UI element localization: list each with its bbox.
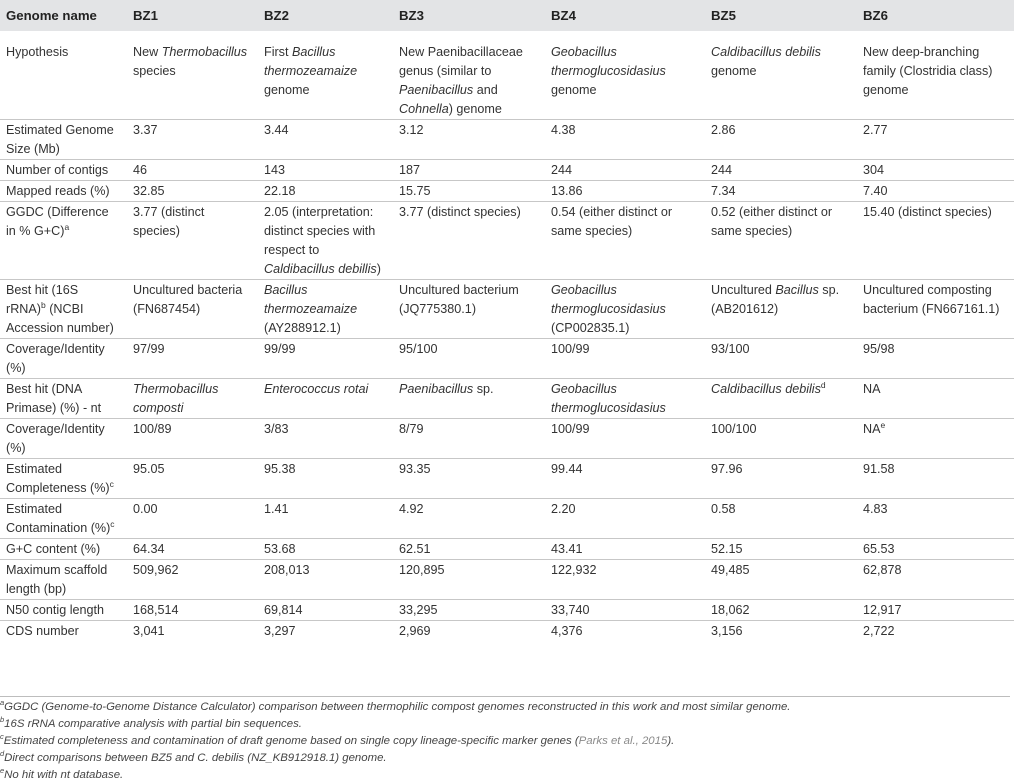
- header-cell-bz3: BZ3: [399, 8, 424, 23]
- table-row: [0, 120, 1014, 160]
- text-run: Caldibacillus debilis: [711, 382, 821, 396]
- table-cell: [393, 202, 545, 280]
- text-run: 93.35: [399, 462, 431, 476]
- table-row: [0, 181, 1014, 202]
- table-cell: [705, 202, 857, 280]
- text-run: ): [376, 262, 381, 276]
- table-cell: [705, 419, 857, 459]
- table-cell: [545, 499, 705, 539]
- text-run: GGDC (Difference in % G+C): [6, 205, 109, 238]
- table-cell: [127, 539, 258, 560]
- header-cell-bz5: BZ5: [711, 8, 736, 23]
- text-run: 99/99: [264, 342, 296, 356]
- text-run: 95/98: [863, 342, 895, 356]
- text-run: 33,740: [551, 603, 590, 617]
- text-run: No hit with nt database.: [4, 769, 124, 781]
- table-cell: [705, 181, 857, 202]
- text-run: 0.54 (either distinct or same species): [551, 205, 673, 238]
- text-run: Bacillus thermozeamaize: [264, 45, 358, 78]
- table-cell: [857, 120, 1014, 160]
- header-cell-bz6: BZ6: [863, 8, 888, 23]
- table-cell: [393, 339, 545, 379]
- text-run: 1.41: [264, 502, 289, 516]
- text-run: Uncultured: [711, 283, 776, 297]
- text-run: sp. (AB201612): [711, 283, 840, 316]
- row-label: [0, 621, 127, 642]
- text-run: 3,041: [133, 624, 165, 638]
- text-run: Estimated Completeness (%): [6, 462, 110, 495]
- table-cell: [258, 280, 393, 339]
- text-run: New Paenibacillaceae genus (similar to: [399, 45, 523, 78]
- text-run: 3,297: [264, 624, 296, 638]
- text-run: CDS number: [6, 624, 79, 638]
- table-cell: [705, 621, 857, 642]
- text-run: Enterococcus rotai: [264, 382, 369, 396]
- text-run: 95.38: [264, 462, 296, 476]
- text-run: Coverage/Identity (%): [6, 422, 105, 455]
- table-cell: [857, 280, 1014, 339]
- text-run: 509,962: [133, 563, 179, 577]
- table-cell: [545, 280, 705, 339]
- table-cell: [127, 202, 258, 280]
- text-run: Best hit (16S rRNA): [6, 283, 79, 316]
- text-run: Thermobacillus composti: [133, 382, 219, 415]
- table-cell: [393, 600, 545, 621]
- text-run: (CP002835.1): [551, 321, 630, 335]
- text-run: 64.34: [133, 542, 165, 556]
- row-label: [0, 379, 127, 419]
- table-cell: [393, 120, 545, 160]
- table-cell: [258, 202, 393, 280]
- text-run: Coverage/Identity (%): [6, 342, 105, 375]
- text-run: Direct comparisons between BZ5 and C. debilis (NZ_KB912918.1) genome.: [4, 752, 387, 764]
- table-cell: [857, 459, 1014, 499]
- text-run: 4.38: [551, 123, 576, 137]
- table-cell: [393, 181, 545, 202]
- text-run: 0.52 (either distinct or same species): [711, 205, 833, 238]
- footnote-marker: d: [820, 379, 826, 390]
- table-cell: [705, 560, 857, 600]
- footnote-marker: a: [0, 698, 5, 708]
- text-run: NA: [863, 422, 881, 436]
- text-run: 91.58: [863, 462, 895, 476]
- text-run: Estimated Genome Size (Mb): [6, 123, 114, 156]
- text-run: 244: [551, 163, 573, 177]
- text-run: 43.41: [551, 542, 583, 556]
- table-cell: [393, 160, 545, 181]
- text-run: Thermobacillus: [161, 45, 248, 59]
- footnote-marker: c: [0, 732, 4, 742]
- text-run: 15.75: [399, 184, 431, 198]
- table-cell: [258, 621, 393, 642]
- text-run: 49,485: [711, 563, 750, 577]
- table-cell: [545, 120, 705, 160]
- table-row: [0, 459, 1014, 499]
- header-cell-bz1: BZ1: [133, 8, 158, 23]
- text-run: 3/83: [264, 422, 289, 436]
- text-run: 93/100: [711, 342, 750, 356]
- text-run: 4,376: [551, 624, 583, 638]
- table-cell: [127, 499, 258, 539]
- row-label: [0, 31, 127, 120]
- footnote: [0, 767, 1010, 784]
- text-run: 32.85: [133, 184, 165, 198]
- row-label: [0, 181, 127, 202]
- table-cell: [127, 600, 258, 621]
- text-run: 3.37: [133, 123, 158, 137]
- text-run: 69,814: [264, 603, 303, 617]
- table-cell: [258, 120, 393, 160]
- text-run: 52.15: [711, 542, 743, 556]
- row-label: [0, 600, 127, 621]
- text-run: 7.34: [711, 184, 736, 198]
- table-cell: [258, 181, 393, 202]
- footnote-marker: e: [880, 419, 886, 430]
- table-row: [0, 31, 1014, 120]
- table-cell: [705, 379, 857, 419]
- table-cell: [393, 499, 545, 539]
- text-run: 62.51: [399, 542, 431, 556]
- table-row: [0, 339, 1014, 379]
- text-run: 3.77 (distinct species): [399, 205, 521, 219]
- table-cell: [705, 499, 857, 539]
- text-run: G+C content (%): [6, 542, 101, 556]
- footnotes: [0, 696, 1010, 784]
- table-cell: [545, 160, 705, 181]
- text-run: 100/99: [551, 342, 590, 356]
- table-cell: [857, 379, 1014, 419]
- table-cell: [545, 539, 705, 560]
- text-run: 2.20: [551, 502, 576, 516]
- text-run: 304: [863, 163, 885, 177]
- table-cell: [857, 499, 1014, 539]
- text-run: 18,062: [711, 603, 750, 617]
- table-cell: [393, 621, 545, 642]
- text-run: 187: [399, 163, 421, 177]
- text-run: species: [133, 64, 176, 78]
- table-cell: [258, 339, 393, 379]
- row-label: [0, 560, 127, 600]
- text-run: First: [264, 45, 292, 59]
- table-cell: [545, 181, 705, 202]
- header-cell-genome-name: Genome name: [6, 8, 97, 23]
- header-cell-bz2: BZ2: [264, 8, 289, 23]
- text-run: genome: [551, 83, 597, 97]
- table-cell: [393, 459, 545, 499]
- table-cell: [857, 539, 1014, 560]
- table-cell: [705, 600, 857, 621]
- table-cell: [857, 621, 1014, 642]
- footnote: [0, 733, 1010, 750]
- table-row: [0, 419, 1014, 459]
- text-run: NA: [863, 382, 881, 396]
- table-row: [0, 600, 1014, 621]
- text-run: 168,514: [133, 603, 179, 617]
- header-cell-bz4: BZ4: [551, 8, 576, 23]
- text-run: ) genome: [448, 102, 502, 116]
- table-cell: [127, 280, 258, 339]
- text-run: sp.: [473, 382, 494, 396]
- text-run: 0.58: [711, 502, 736, 516]
- text-run: Mapped reads (%): [6, 184, 110, 198]
- table-cell: [127, 339, 258, 379]
- table-cell: [545, 379, 705, 419]
- text-run: 3,156: [711, 624, 743, 638]
- table-cell: [705, 120, 857, 160]
- table-cell: [127, 379, 258, 419]
- text-run: and: [473, 83, 498, 97]
- text-run: 100/89: [133, 422, 172, 436]
- text-run: 7.40: [863, 184, 888, 198]
- table-cell: [705, 539, 857, 560]
- table-cell: [258, 560, 393, 600]
- text-run: Uncultured bacteria (FN687454): [133, 283, 243, 316]
- table-cell: [857, 31, 1014, 120]
- table-row: [0, 499, 1014, 539]
- table-cell: [258, 499, 393, 539]
- table-row: [0, 160, 1014, 181]
- table-cell: [857, 202, 1014, 280]
- footnote: [0, 699, 1010, 716]
- table-cell: [857, 560, 1014, 600]
- text-run: 33,295: [399, 603, 438, 617]
- table-cell: [545, 31, 705, 120]
- table-row: [0, 539, 1014, 560]
- text-run: 100/100: [711, 422, 757, 436]
- text-run: Best hit (DNA Primase) (%) - nt: [6, 382, 102, 415]
- text-run: Geobacillus thermoglucosidasius: [551, 45, 666, 78]
- table-body: [0, 31, 1014, 641]
- table-cell: [258, 459, 393, 499]
- table-cell: [127, 120, 258, 160]
- table-cell: [393, 379, 545, 419]
- text-run: 143: [264, 163, 286, 177]
- table-cell: [258, 600, 393, 621]
- table-cell: [705, 160, 857, 181]
- text-run: 2,969: [399, 624, 431, 638]
- text-run: Geobacillus thermoglucosidasius: [551, 382, 666, 415]
- text-run: ).: [667, 735, 675, 747]
- text-run: Caldibacillus debillis: [264, 262, 377, 276]
- footnote-marker: c: [109, 478, 114, 489]
- table-cell: [857, 600, 1014, 621]
- footnote-marker: a: [64, 221, 70, 232]
- citation-link[interactable]: Parks et al., 2015: [578, 735, 668, 747]
- text-run: 208,013: [264, 563, 310, 577]
- text-run: Uncultured bacterium (JQ775380.1): [399, 283, 519, 316]
- text-run: Paenibacillus: [399, 382, 474, 396]
- text-run: 95/100: [399, 342, 438, 356]
- footnote: [0, 750, 1010, 767]
- text-run: 12,917: [863, 603, 902, 617]
- row-label: [0, 160, 127, 181]
- row-label: [0, 539, 127, 560]
- table-cell: [545, 560, 705, 600]
- table-cell: [127, 419, 258, 459]
- text-run: 62,878: [863, 563, 902, 577]
- table-cell: [857, 181, 1014, 202]
- text-run: New: [133, 45, 162, 59]
- text-run: Number of contigs: [6, 163, 109, 177]
- text-run: Uncultured composting bacterium (FN667161.1): [863, 283, 1000, 316]
- text-run: 2.77: [863, 123, 888, 137]
- footnote-marker: b: [0, 715, 5, 725]
- table-cell: [705, 339, 857, 379]
- text-run: Maximum scaffold length (bp): [6, 563, 108, 596]
- table-cell: [857, 160, 1014, 181]
- text-run: 2.86: [711, 123, 736, 137]
- table-cell: [127, 459, 258, 499]
- table-cell: [258, 160, 393, 181]
- table-cell: [258, 31, 393, 120]
- table-cell: [258, 539, 393, 560]
- text-run: 3.12: [399, 123, 424, 137]
- footnote-marker: c: [110, 518, 115, 529]
- text-run: 95.05: [133, 462, 165, 476]
- text-run: 244: [711, 163, 733, 177]
- footnote-marker: b: [40, 299, 46, 310]
- table-row: [0, 621, 1014, 642]
- footnote: [0, 716, 1010, 733]
- text-run: 120,895: [399, 563, 445, 577]
- table-cell: [393, 31, 545, 120]
- text-run: 97.96: [711, 462, 743, 476]
- table-cell: [393, 560, 545, 600]
- text-run: Estimated Contamination (%): [6, 502, 111, 535]
- text-run: 2,722: [863, 624, 895, 638]
- text-run: 53.68: [264, 542, 296, 556]
- table-row: [0, 379, 1014, 419]
- text-run: genome: [264, 83, 310, 97]
- text-run: (NCBI Accession number): [6, 302, 114, 335]
- text-run: Geobacillus thermoglucosidasius: [551, 283, 666, 316]
- table-cell: [857, 419, 1014, 459]
- table-cell: [545, 339, 705, 379]
- table-cell: [705, 280, 857, 339]
- text-run: 3.44: [264, 123, 289, 137]
- row-label: [0, 202, 127, 280]
- row-label: [0, 280, 127, 339]
- table-header: [0, 0, 1014, 31]
- table-row: [0, 202, 1014, 280]
- table-cell: [705, 459, 857, 499]
- table-cell: [127, 160, 258, 181]
- table-cell: [258, 379, 393, 419]
- table-row: [0, 560, 1014, 600]
- text-run: 8/79: [399, 422, 424, 436]
- text-run: New deep-branching family (Clostridia class) genome: [863, 45, 993, 97]
- table-cell: [545, 600, 705, 621]
- table-cell: [545, 202, 705, 280]
- text-run: 122,932: [551, 563, 597, 577]
- text-run: 16S rRNA comparative analysis with partial bin sequences.: [4, 718, 302, 730]
- row-label: [0, 419, 127, 459]
- text-run: Bacillus: [775, 283, 819, 297]
- header-row: [0, 0, 1014, 31]
- text-run: Caldibacillus debilis: [711, 45, 821, 59]
- text-run: Hypothesis: [6, 45, 69, 59]
- text-run: 3.77 (distinct species): [133, 205, 205, 238]
- footnote-marker: e: [0, 766, 5, 776]
- text-run: 100/99: [551, 422, 590, 436]
- text-run: Estimated completeness and contamination of draft genome based on single copy lineage-specific marker genes (: [3, 735, 579, 747]
- text-run: 99.44: [551, 462, 583, 476]
- table-cell: [545, 621, 705, 642]
- table-cell: [545, 419, 705, 459]
- text-run: 4.83: [863, 502, 888, 516]
- row-label: [0, 459, 127, 499]
- text-run: 2.05 (interpretation: distinct species with respect to: [264, 205, 376, 257]
- footnote-marker: d: [0, 749, 5, 759]
- text-run: GGDC (Genome-to-Genome Distance Calculator) comparison between thermophilic compost genomes reconstructed in this work and most similar genome.: [4, 701, 791, 713]
- text-run: 15.40 (distinct species): [863, 205, 992, 219]
- row-label: [0, 120, 127, 160]
- table-cell: [258, 419, 393, 459]
- text-run: Bacillus thermozeamaize: [264, 283, 358, 316]
- text-run: 22.18: [264, 184, 296, 198]
- text-run: 4.92: [399, 502, 424, 516]
- text-run: (AY288912.1): [264, 321, 341, 335]
- text-run: 13.86: [551, 184, 583, 198]
- text-run: 65.53: [863, 542, 895, 556]
- text-run: 97/99: [133, 342, 165, 356]
- table-cell: [127, 31, 258, 120]
- row-label: [0, 339, 127, 379]
- row-label: [0, 499, 127, 539]
- text-run: Cohnella: [399, 102, 449, 116]
- table-cell: [705, 31, 857, 120]
- text-run: N50 contig length: [6, 603, 105, 617]
- table-cell: [127, 181, 258, 202]
- text-run: Paenibacillus: [399, 83, 474, 97]
- table-cell: [857, 339, 1014, 379]
- table-cell: [393, 419, 545, 459]
- table-row: [0, 280, 1014, 339]
- table-cell: [545, 459, 705, 499]
- text-run: genome: [711, 64, 757, 78]
- text-run: 0.00: [133, 502, 158, 516]
- table-cell: [127, 621, 258, 642]
- table-cell: [393, 539, 545, 560]
- table-cell: [393, 280, 545, 339]
- text-run: 46: [133, 163, 148, 177]
- table-cell: [127, 560, 258, 600]
